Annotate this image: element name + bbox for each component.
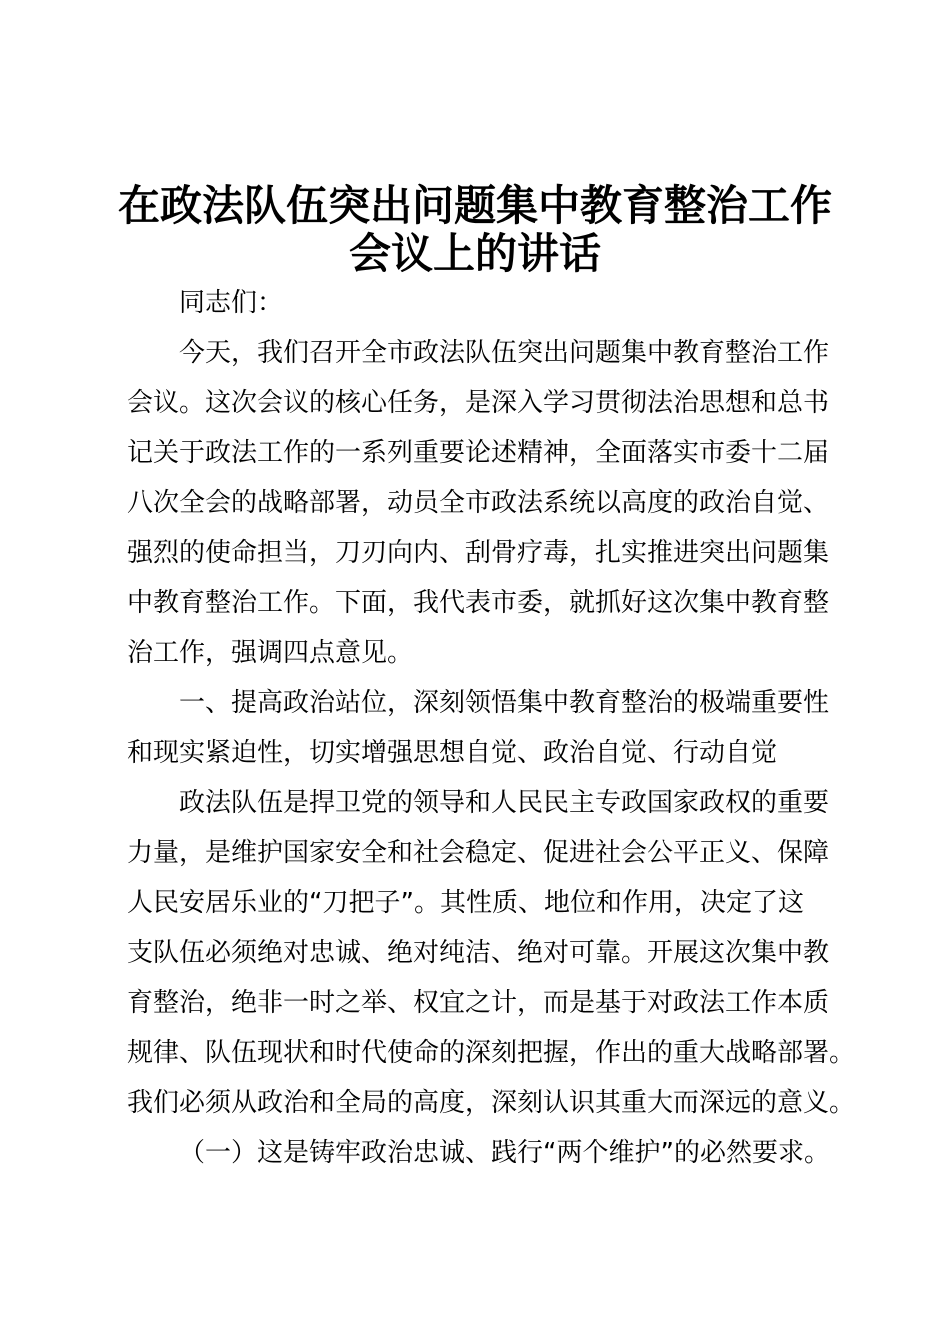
- section-heading-line: 和现实紧迫性，切实增强思想自觉、政治自觉、行动自觉: [127, 738, 778, 768]
- paragraph-line: 政法队伍是捍卫党的领导和人民民主专政国家政权的重要: [179, 788, 830, 818]
- paragraph-line: 我们必须从政治和全局的高度，深刻认识其重大而深远的意义。: [127, 1088, 856, 1118]
- salutation: 同志们：: [179, 288, 284, 318]
- paragraph-line: 强烈的使命担当，刀刃向内、刮骨疗毒，扎实推进突出问题集: [127, 538, 830, 568]
- document-title-line-1: 在政法队伍突出问题集中教育整治工作: [117, 181, 832, 230]
- paragraph-line: 治工作，强调四点意见。: [127, 638, 414, 668]
- paragraph-line: 会议。这次会议的核心任务，是深入学习贯彻法治思想和总书: [127, 388, 830, 418]
- paragraph-line: 支队伍必须绝对忠诚、绝对纯洁、绝对可靠。开展这次集中教: [127, 938, 830, 968]
- paragraph-line: 今天，我们召开全市政法队伍突出问题集中教育整治工作: [179, 338, 830, 368]
- paragraph-line: 中教育整治工作。下面，我代表市委，就抓好这次集中教育整: [127, 588, 830, 618]
- paragraph-line: 育整治，绝非一时之举、权宜之计，而是基于对政法工作本质: [127, 988, 830, 1018]
- document-title-line-2: 会议上的讲话: [348, 229, 601, 278]
- paragraph-line: 八次全会的战略部署，动员全市政法系统以高度的政治自觉、: [127, 488, 830, 518]
- section-heading-line: 一、提高政治站位，深刻领悟集中教育整治的极端重要性: [179, 688, 830, 718]
- paragraph-line: 力量，是维护国家安全和社会稳定、促进社会公平正义、保障: [127, 838, 830, 868]
- subsection-heading-line: （一）这是铸牢政治忠诚、践行“两个维护”的必然要求。: [179, 1138, 830, 1168]
- paragraph-line: 规律、队伍现状和时代使命的深刻把握，作出的重大战略部署。: [127, 1038, 856, 1068]
- paragraph-line: 记关于政法工作的一系列重要论述精神，全面落实市委十二届: [127, 438, 830, 468]
- paragraph-line: 人民安居乐业的“刀把子”。其性质、地位和作用，决定了这: [127, 888, 804, 918]
